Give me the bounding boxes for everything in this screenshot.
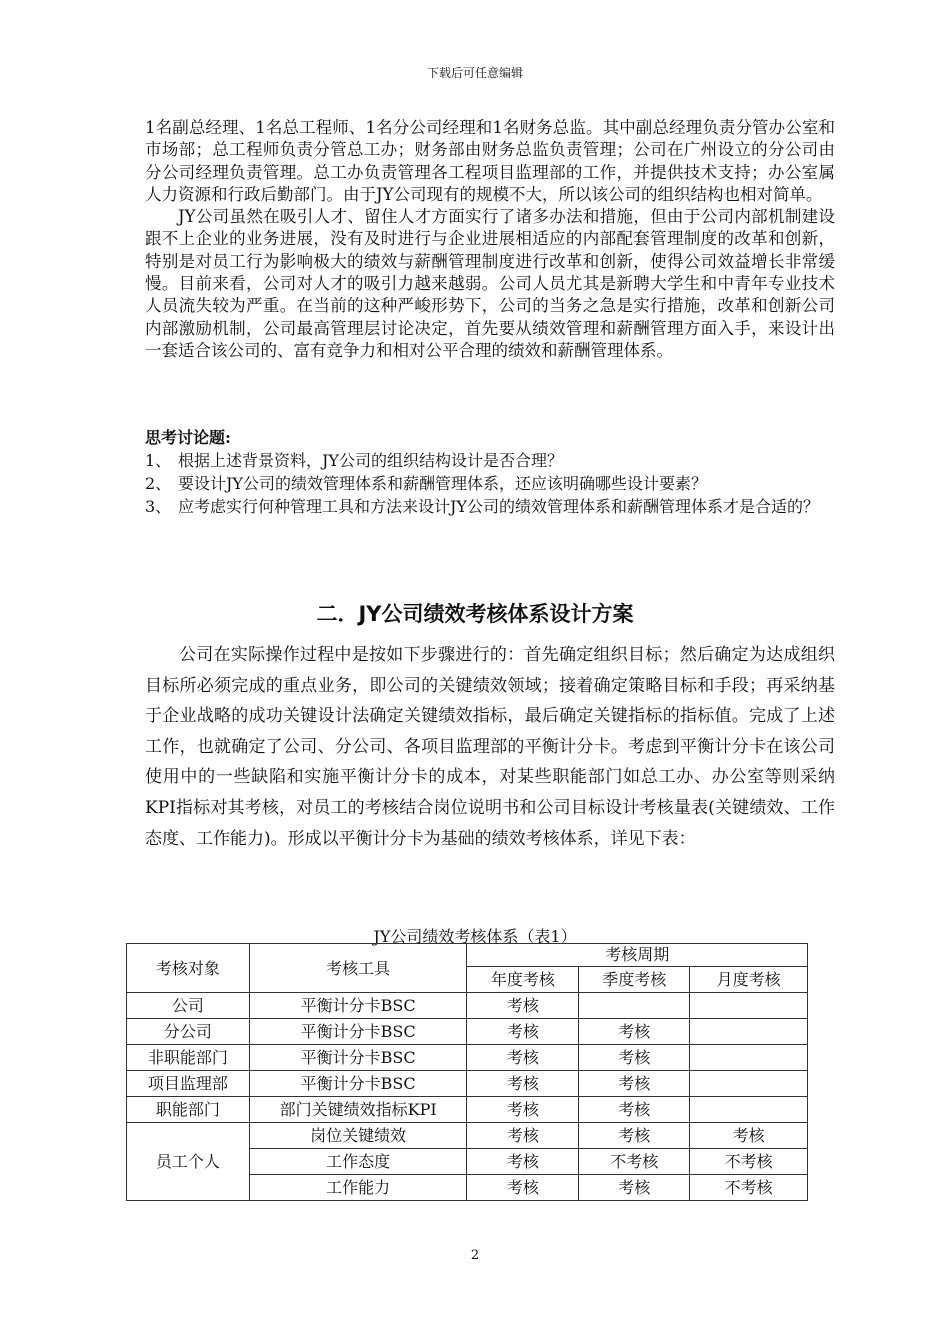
table-caption: JY公司绩效考核体系（表1） [373,927,577,946]
cell-annual: 考核 [467,1175,579,1201]
intro-paragraph-1: 1名副总经理、1名总工程师、1名分公司经理和1名财务总监。其中副总经理负责分管办公室和市场部；总工程师负责分管总工办；财务部由财务总监负责管理；公司在广州设立的分公司由分公司经理负责管理。总工办负责管理各工程项目监理部的工作，并提供技术支持；办公室属人力资源和行政后勤部门。由于JY公司现有的规模不大，所以该公司的组织结构也相对简单。 [145,118,835,204]
cell-monthly [690,1097,808,1123]
question-number: 3、 [145,497,172,516]
cell-annual: 考核 [467,1045,579,1071]
cell-quarterly: 不考核 [579,1149,690,1175]
section-body [145,640,835,854]
cell-annual: 考核 [467,1149,579,1175]
question-item [145,449,835,472]
cell-monthly [690,993,808,1019]
cell-tool: 平衡计分卡BSC [249,993,467,1019]
header-period: 考核周期 [467,944,808,967]
cell-monthly [690,1071,808,1097]
cell-object: 职能部门 [127,1097,250,1123]
header-monthly: 月度考核 [690,967,808,993]
cell-monthly: 不考核 [690,1175,808,1201]
cell-quarterly [579,993,690,1019]
kpi-table [126,943,808,1201]
intro-section [145,117,835,362]
table-header-row [127,944,808,967]
table-row [127,1045,808,1071]
cell-annual: 考核 [467,1019,579,1045]
cell-quarterly: 考核 [579,1097,690,1123]
cell-annual: 考核 [467,1123,579,1149]
cell-object: 项目监理部 [127,1071,250,1097]
cell-annual: 考核 [467,1097,579,1123]
cell-tool: 部门关键绩效指标KPI [249,1097,467,1123]
question-text: 应考虑实行何种管理工具和方法来设计JY公司的绩效管理体系和薪酬管理体系才是合适的？ [178,497,819,516]
cell-quarterly: 考核 [579,1071,690,1097]
question-number: 1、 [145,451,172,470]
section-title: 二．JY公司绩效考核体系设计方案 [316,602,634,626]
table-row [127,993,808,1019]
table-row [127,1071,808,1097]
table-row [127,1019,808,1045]
section-paragraph: 公司在实际操作过程中是按如下步骤进行的：首先确定组织目标；然后确定为达成组织目标所必须完成的重点业务，即公司的关键绩效领域；接着确定策略目标和手段；再采纳基于企业战略的成功关键设计法确定关键绩效指标，最后确定关键指标的指标值。完成了上述工作，也就确定了公司、分公司、各项目监理部的平衡计分卡。考虑到平衡计分卡在该公司使用中的一些缺陷和实施平衡计分卡的成本，对某些职能部门如总工办、办公室等则采纳KPI指标对其考核，对员工的考核结合岗位说明书和公司目标设计考核量表(关键绩效、工作态度、工作能力)。形成以平衡计分卡为基础的绩效考核体系，详见下表： [145,645,835,849]
cell-quarterly: 考核 [579,1019,690,1045]
page-number: 2 [470,1248,480,1263]
question-item [145,472,835,495]
discussion-questions [145,427,835,518]
cell-tool: 平衡计分卡BSC [249,1019,467,1045]
header-quarterly: 季度考核 [579,967,690,993]
cell-monthly: 不考核 [690,1149,808,1175]
questions-title: 思考讨论题: [145,428,231,447]
cell-monthly: 考核 [690,1123,808,1149]
header-tool: 考核工具 [249,944,467,993]
cell-annual: 考核 [467,1071,579,1097]
intro-paragraph-2: JY公司虽然在吸引人才、留住人才方面实行了诸多办法和措施，但由于公司内部机制建设跟不上企业的业务进展，没有及时进行与企业进展相适应的内部配套管理制度的改革和创新，特别是对员工行为影响极大的绩效与薪酬管理制度进行改革和创新，使得公司效益增长非常缓慢。目前来看，公司对人才的吸引力越来越弱。公司人员尤其是新聘大学生和中青年专业技术人员流失较为严重。在当前的这种严峻形势下，公司的当务之急是实行措施，改革和创新公司内部激励机制，公司最高管理层讨论决定，首先要从绩效管理和薪酬管理方面入手，来设计出一套适合该公司的、富有竞争力和相对公平合理的绩效和薪酬管理体系。 [145,207,835,360]
cell-annual: 考核 [467,993,579,1019]
question-number: 2、 [145,474,172,493]
cell-object: 非职能部门 [127,1045,250,1071]
cell-object: 分公司 [127,1019,250,1045]
questions-list [145,449,835,518]
question-text: 根据上述背景资料，JY公司的组织结构设计是否合理？ [178,451,563,470]
question-text: 要设计JY公司的绩效管理体系和薪酬管理体系，还应该明确哪些设计要素？ [178,474,707,493]
cell-object: 公司 [127,993,250,1019]
header-note: 下载后可任意编辑 [426,66,523,80]
cell-object-staff: 员工个人 [127,1123,250,1201]
table-row [127,1123,808,1149]
table-row [127,1097,808,1123]
cell-tool: 工作态度 [249,1149,467,1175]
cell-quarterly: 考核 [579,1123,690,1149]
cell-quarterly: 考核 [579,1045,690,1071]
cell-tool: 工作能力 [249,1175,467,1201]
question-item [145,495,835,518]
cell-monthly [690,1019,808,1045]
cell-quarterly: 考核 [579,1175,690,1201]
header-object: 考核对象 [127,944,250,993]
cell-tool: 平衡计分卡BSC [249,1071,467,1097]
cell-monthly [690,1045,808,1071]
cell-tool: 平衡计分卡BSC [249,1045,467,1071]
cell-tool: 岗位关键绩效 [249,1123,467,1149]
header-annual: 年度考核 [467,967,579,993]
